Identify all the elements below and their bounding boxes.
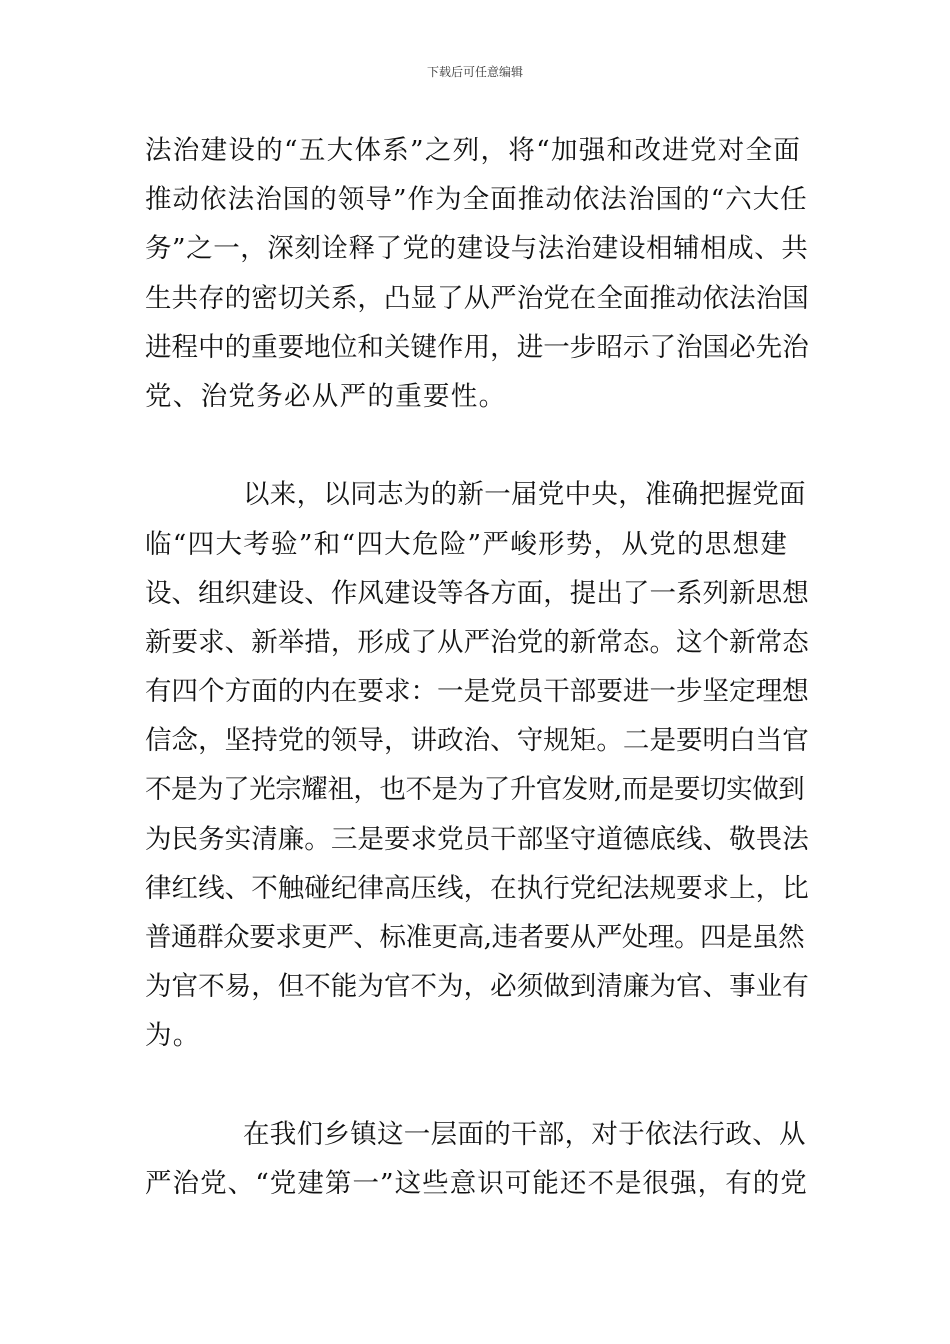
paragraph-line: 信念，坚持党的领导，讲政治、守规矩。二是要明白当官 [145,725,809,757]
paragraph-line: 推动依法治国的领导”作为全面推动依法治国的“六大任 [145,184,808,216]
paragraph-line: 在我们乡镇这一层面的干部，对于依法行政、从 [243,1118,806,1150]
page-header-note: 下载后可任意编辑 [426,65,523,79]
paragraph-3 [145,1110,810,1208]
paragraph-line: 新要求、新举措，形成了从严治党的新常态。这个新常态 [145,626,809,658]
paragraph-line: 以来，以同志为的新一届党中央，准确把握党面 [243,479,806,511]
paragraph-line: 不是为了光宗耀祖，也不是为了升官发财,而是要切实做到 [145,774,805,806]
paragraph-line: 普通群众要求更严、标准更高,违者要从严处理。四是虽然 [145,922,805,953]
paragraph-line: 为民务实清廉。三是要求党员干部坚守道德底线、敬畏法 [145,823,809,855]
paragraph-line: 进程中的重要地位和关键作用，进一步昭示了治国必先治 [145,331,809,363]
paragraph-1 [145,126,810,421]
paragraph-line: 法治建设的“五大体系”之列，将“加强和改进党对全面 [145,135,802,166]
paragraph-line: 有四个方面的内在要求：一是党员干部要进一步坚定理想 [145,676,809,708]
paragraph-line: 务”之一，深刻诠释了党的建设与法治建设相辅相成、共 [145,233,809,265]
paragraph-line: 律红线、不触碰纪律高压线，在执行党纪法规要求上，比 [145,872,809,904]
paragraph-2 [145,470,810,1060]
document-body [145,126,810,1208]
paragraph-line: 严治党、“党建第一”这些意识可能还不是很强，有的党 [145,1167,808,1199]
paragraph-line: 生共存的密切关系，凸显了从严治党在全面推动依法治国 [145,282,809,314]
paragraph-line: 党、治党务必从严的重要性。 [145,380,507,412]
paragraph-line: 设、组织建设、作风建设等各方面，提出了一系列新思想 [145,577,809,609]
paragraph-line: 临“四大考验”和“四大危险”严峻形势，从党的思想建 [145,528,789,560]
paragraph-line: 为官不易，但不能为官不为，必须做到清廉为官、事业有 [145,971,809,1003]
paragraph-line: 为。 [145,1020,201,1052]
paragraph-spacer [145,1061,810,1110]
paragraph-spacer [145,421,810,470]
